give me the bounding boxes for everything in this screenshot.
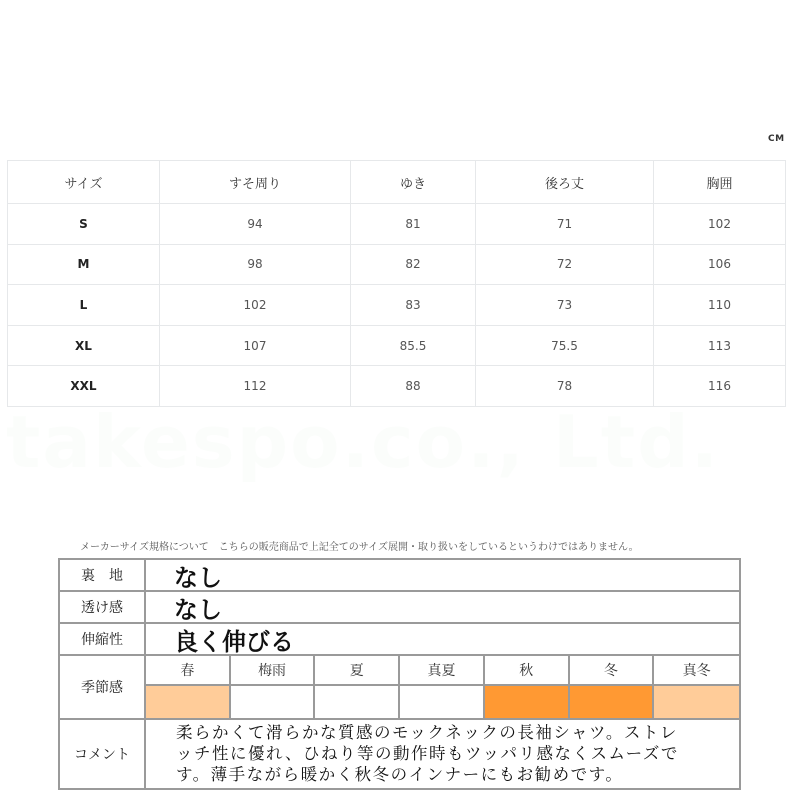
spec-label: 透け感 [60, 592, 146, 622]
comment-line: ッチ性に優れ、ひねり等の動作時もツッパリ感なくスムーズで [176, 744, 679, 763]
season-indicator [146, 686, 231, 718]
chest-cell: 110 [654, 285, 786, 326]
back-length-cell: 73 [476, 285, 654, 326]
spec-value: なし [174, 595, 222, 624]
spec-row-season [60, 656, 739, 720]
sleeve-cell: 85.5 [351, 325, 476, 366]
comment-text [146, 720, 739, 788]
table-row [8, 244, 786, 285]
season-name: 冬 [570, 656, 655, 686]
spec-label: 伸縮性 [60, 624, 146, 654]
table-row [8, 325, 786, 366]
season-name: 秋 [485, 656, 570, 686]
size-cell: S [8, 204, 160, 245]
season-name: 真夏 [400, 656, 485, 686]
season-grid [146, 656, 739, 718]
season-indicator [570, 686, 655, 718]
hem-cell: 98 [160, 244, 351, 285]
back-length-cell: 71 [476, 204, 654, 245]
size-chart-header-row [8, 161, 786, 204]
header-sleeve: ゆき [351, 161, 476, 204]
spec-table [58, 558, 741, 790]
back-length-cell: 75.5 [476, 325, 654, 366]
back-length-cell: 72 [476, 244, 654, 285]
season-name: 真冬 [654, 656, 739, 686]
hem-cell: 94 [160, 204, 351, 245]
chest-cell: 106 [654, 244, 786, 285]
season-name: 夏 [315, 656, 400, 686]
size-chart-table [7, 160, 786, 407]
size-cell: L [8, 285, 160, 326]
header-chest: 胸囲 [654, 161, 786, 204]
header-size: サイズ [8, 161, 160, 204]
season-indicator [485, 686, 570, 718]
sleeve-cell: 83 [351, 285, 476, 326]
size-cell: XL [8, 325, 160, 366]
watermark: takespo.co., Ltd. [6, 400, 721, 484]
back-length-cell: 78 [476, 366, 654, 407]
hem-cell: 107 [160, 325, 351, 366]
spec-value: なし [174, 563, 222, 592]
spec-row-comment [60, 720, 739, 788]
season-indicator [400, 686, 485, 718]
season-indicator [654, 686, 739, 718]
table-row [8, 285, 786, 326]
sleeve-cell: 81 [351, 204, 476, 245]
chest-cell: 102 [654, 204, 786, 245]
season-name: 梅雨 [231, 656, 316, 686]
chest-cell: 116 [654, 366, 786, 407]
spec-label: コメント [60, 720, 146, 788]
comment-line: す。薄手ながら暖かく秋冬のインナーにもお勧めです。 [176, 765, 624, 784]
comment-line: 柔らかくて滑らかな質感のモックネックの長袖シャツ。ストレ [176, 723, 678, 742]
spec-label: 裏 地 [60, 560, 146, 590]
size-notice: メーカーサイズ規格について こちらの販売商品で上記全てのサイズ展開・取り扱いをしているというわけではありません。 [80, 542, 639, 553]
size-cell: M [8, 244, 160, 285]
spec-row-lining [60, 560, 739, 592]
chest-cell: 113 [654, 325, 786, 366]
header-back-length: 後ろ丈 [476, 161, 654, 204]
spec-row-transparency [60, 592, 739, 624]
spec-row-stretch [60, 624, 739, 656]
header-hem: すそ周り [160, 161, 351, 204]
table-row [8, 204, 786, 245]
hem-cell: 112 [160, 366, 351, 407]
spec-value: 良く伸びる [174, 627, 294, 656]
hem-cell: 102 [160, 285, 351, 326]
season-indicator [315, 686, 400, 718]
season-name: 春 [146, 656, 231, 686]
size-cell: XXL [8, 366, 160, 407]
sleeve-cell: 82 [351, 244, 476, 285]
season-indicator [231, 686, 316, 718]
sleeve-cell: 88 [351, 366, 476, 407]
spec-label: 季節感 [60, 656, 146, 718]
unit-label: CM [768, 134, 785, 144]
